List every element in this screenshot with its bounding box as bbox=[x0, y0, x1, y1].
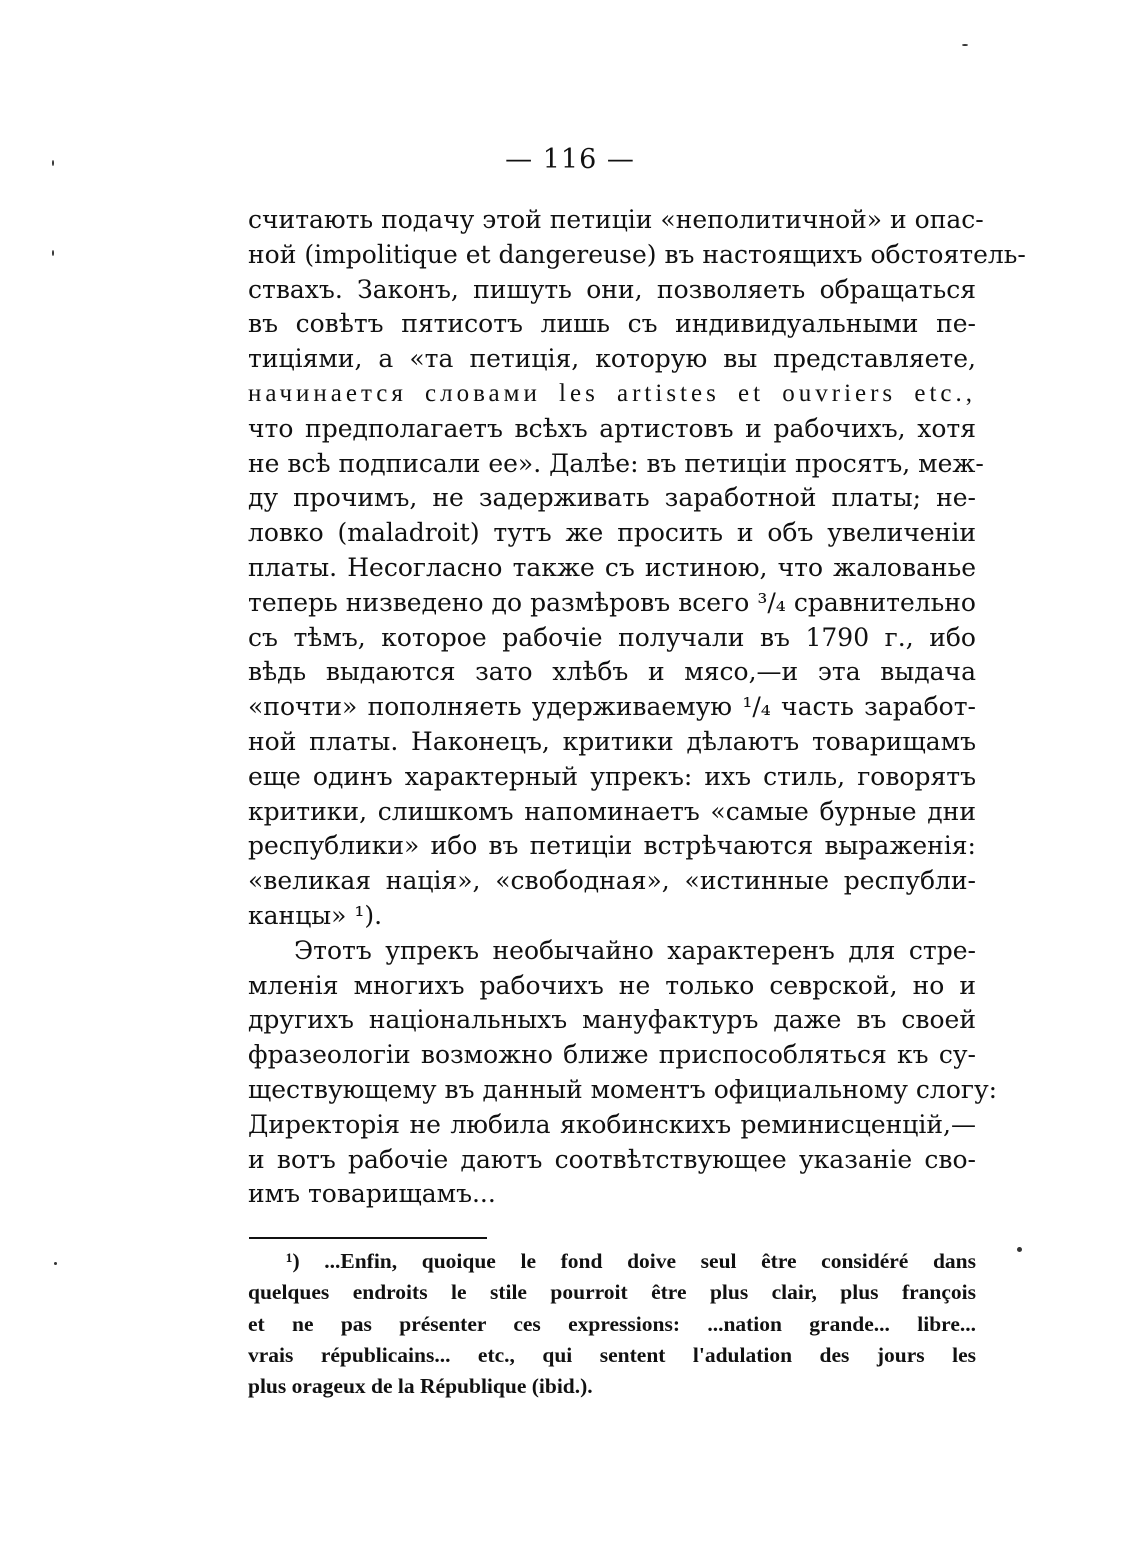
text-line: «великая нація», «свободная», «истинные республи- bbox=[248, 866, 976, 896]
scan-speck bbox=[962, 44, 968, 46]
scan-speck bbox=[54, 1262, 57, 1265]
text-line: ществующему въ данный моментъ официальному слогу: bbox=[248, 1074, 998, 1104]
text-line: другихъ національныхъ мануфактуръ даже въ своей bbox=[248, 1005, 976, 1035]
scan-speck bbox=[52, 250, 54, 256]
main-text-block bbox=[248, 203, 1026, 1212]
text-line: мленія многихъ рабочихъ не только севрской, но и bbox=[248, 970, 976, 1000]
scan-speck bbox=[52, 160, 54, 166]
text-line: тиціями, а «та петиція, которую вы представляете, bbox=[248, 344, 976, 374]
footnote-line: ¹) ...Enfin, quoique le fond doive seul être considéré dans bbox=[286, 1249, 976, 1273]
text-line: критики, слишкомъ напоминаетъ «самые бурные дни bbox=[248, 796, 976, 826]
text-line: вѣдь выдаются зато хлѣбъ и мясо,—и эта выдача bbox=[248, 657, 976, 687]
text-line: Этотъ упрекъ необычайно характеренъ для стре- bbox=[294, 935, 976, 965]
footnote-block bbox=[248, 1246, 976, 1402]
text-line: теперь низведено до размѣровъ всего ³/₄ сравнительно bbox=[248, 587, 976, 617]
text-line: и вотъ рабочіе даютъ соотвѣтствующее указаніе сво- bbox=[248, 1144, 976, 1174]
text-line: фразеологіи возможно ближе приспособляться къ су- bbox=[248, 1040, 976, 1070]
text-line: что предполагаетъ всѣхъ артистовъ и рабочихъ, хотя bbox=[248, 413, 976, 443]
text-line: считають подачу этой петиціи «неполитичной» и опас- bbox=[248, 205, 984, 234]
text-line: Директорія не любила якобинскихъ реминисценцій,— bbox=[248, 1109, 976, 1139]
text-line: «почти» пополняеть удерживаемую ¹/₄ часть заработ- bbox=[248, 692, 976, 722]
footnote-line: et ne pas présenter ces expressions: ...nation grande... libre... bbox=[248, 1311, 976, 1336]
text-line: ловко (maladroit) тутъ же просить и объ увеличеніи bbox=[248, 518, 976, 548]
text-line: ной платы. Наконецъ, критики дѣлаютъ товарищамъ bbox=[248, 726, 976, 756]
text-line: ной (impolitique et dangereuse) въ настоящихъ обстоятель- bbox=[248, 239, 1026, 269]
footnote-divider bbox=[249, 1237, 487, 1239]
text-line: ствахъ. Законъ, пишуть они, позволяеть обращаться bbox=[248, 274, 976, 304]
text-line: республики» ибо въ петиціи встрѣчаются выраженія: bbox=[248, 831, 976, 861]
text-line: имъ товарищамъ... bbox=[248, 1179, 496, 1209]
text-line: ду прочимъ, не задерживать заработной платы; не- bbox=[248, 483, 976, 513]
text-line: въ совѣтъ пятисотъ лишь съ индивидуальными пе- bbox=[248, 309, 976, 339]
text-line: начинается словами les artistes et ouvriers etc., bbox=[248, 379, 976, 407]
footnote-line: quelques endroits le stile pourroit être plus clair, plus françois bbox=[248, 1280, 976, 1305]
text-line: съ тѣмъ, которое рабочіе получали въ 1790 г., ибо bbox=[248, 622, 976, 652]
footnote-line: plus orageux de la République (ibid.). bbox=[248, 1374, 593, 1399]
footnote-line: vrais républicains... etc., qui sentent l'adulation des jours les bbox=[248, 1342, 976, 1367]
text-line: канцы» ¹). bbox=[248, 900, 383, 930]
text-line: еще одинъ характерный упрекъ: ихъ стиль, говорятъ bbox=[248, 761, 976, 791]
text-line: не всѣ подписали ее». Далѣе: въ петиціи просятъ, меж- bbox=[248, 448, 984, 478]
text-line: платы. Несогласно также съ истиною, что жалованье bbox=[248, 552, 976, 582]
scan-speck bbox=[1017, 1247, 1022, 1252]
page-number: — 116 — bbox=[505, 144, 635, 175]
